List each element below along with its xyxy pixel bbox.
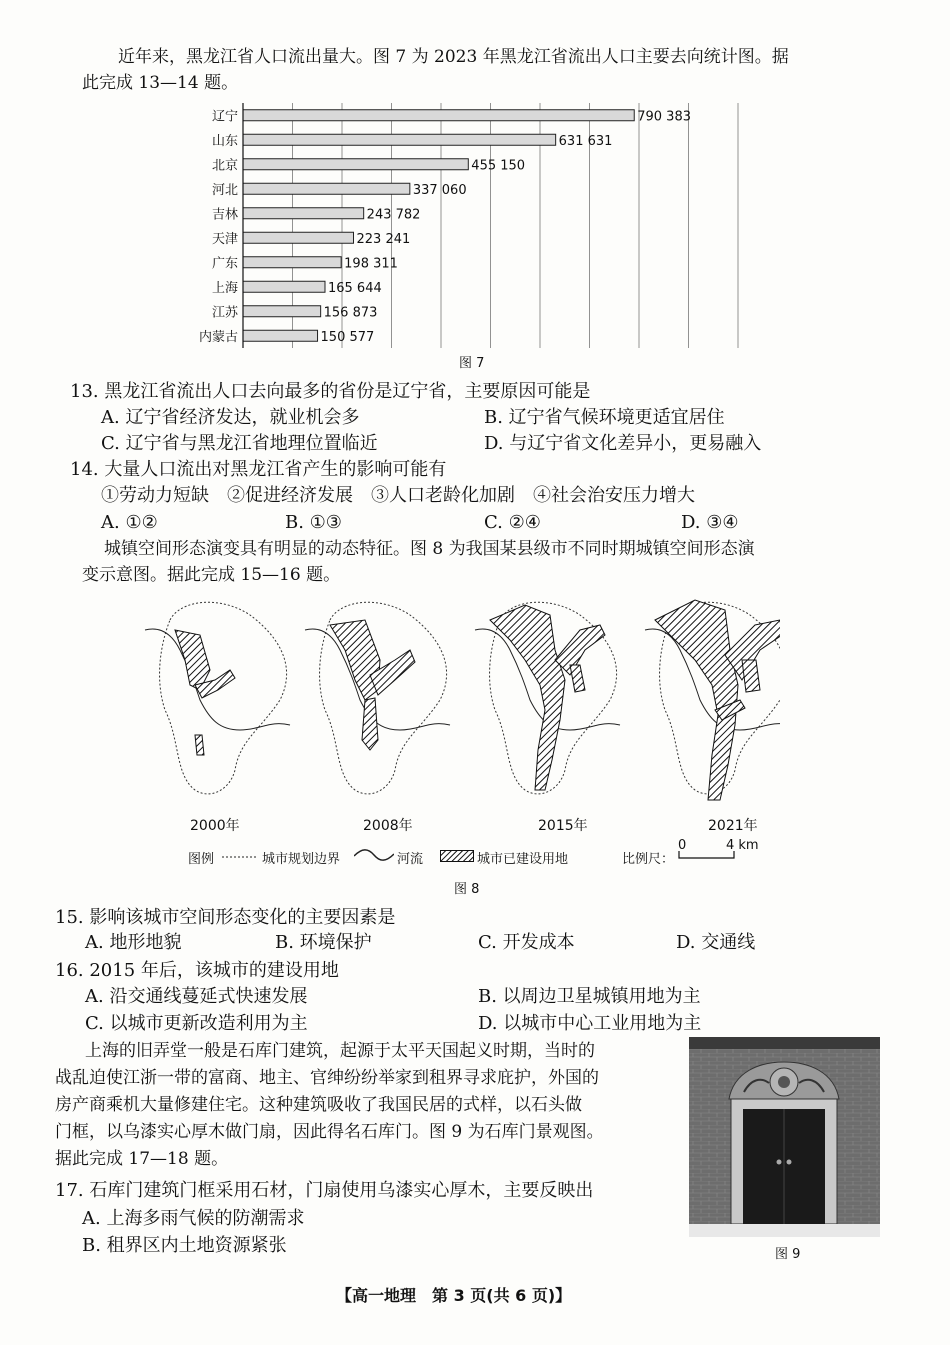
intro-15-16-line1: 城镇空间形态演变具有明显的动态特征。图 8 为我国某县级市不同时期城镇空间形态演 — [104, 539, 755, 559]
figure-9-shikumen-photo — [689, 1037, 880, 1237]
page-footer: 【高一地理 第 3 页(共 6 页)】 — [336, 1286, 572, 1305]
scale-zero: 0 — [678, 838, 687, 853]
figure-7-caption: 图 7 — [459, 356, 485, 371]
value-label: 165 644 — [327, 280, 382, 296]
q14-option-b[interactable]: B. ①③ — [285, 512, 342, 533]
scale-value: 4 km — [726, 838, 759, 853]
year-label-2015: 2015年 — [538, 818, 588, 834]
scale-bar — [678, 850, 738, 860]
bar-5 — [243, 232, 354, 243]
q15-option-c[interactable]: C. 开发成本 — [478, 932, 575, 953]
category-label: 北京 — [211, 158, 238, 174]
bar-3 — [243, 183, 410, 194]
q15-option-d[interactable]: D. 交通线 — [676, 932, 756, 953]
legend-boundary-label: 城市规划边界 — [262, 852, 341, 867]
value-label: 198 311 — [344, 256, 398, 272]
bar-9 — [243, 330, 318, 341]
q16-option-b[interactable]: B. 以周边卫星城镇用地为主 — [478, 986, 701, 1007]
value-label: 631 631 — [558, 133, 613, 149]
legend-river-symbol — [354, 846, 394, 864]
bar-0 — [243, 110, 634, 121]
map-2008 — [305, 602, 450, 794]
q13-stem: 13. 黑龙江省流出人口去向最多的省份是辽宁省，主要原因可能是 — [70, 381, 591, 402]
q16-option-d[interactable]: D. 以城市中心工业用地为主 — [478, 1013, 702, 1034]
q14-option-d[interactable]: D. ③④ — [681, 512, 739, 533]
intro-13-14-line1: 近年来，黑龙江省人口流出量大。图 7 为 2023 年黑龙江省流出人口主要去向统计图。据 — [118, 47, 789, 67]
q15-option-a[interactable]: A. 地形地貌 — [85, 932, 182, 953]
intro-13-14-line2: 此完成 13—14 题。 — [82, 73, 239, 93]
legend-title: 图例 — [188, 852, 215, 867]
bar-4 — [243, 208, 364, 219]
intro-17-18-line1: 上海的旧弄堂一般是石库门建筑，起源于太平天国起义时期，当时的 — [85, 1041, 595, 1061]
q13-option-a[interactable]: A. 辽宁省经济发达，就业机会多 — [101, 407, 360, 428]
intro-17-18-line3: 房产商乘机大量修建住宅。这种建筑吸收了我国民居的式样，以石头做 — [55, 1095, 582, 1115]
category-label: 广东 — [211, 256, 238, 272]
year-label-2021: 2021年 — [708, 818, 758, 834]
q17-option-b[interactable]: B. 租界区内土地资源紧张 — [82, 1235, 287, 1256]
q16-stem: 16. 2015 年后，该城市的建设用地 — [55, 960, 339, 981]
bar-1 — [243, 134, 556, 145]
figure-7-bar-chart — [185, 96, 785, 376]
q14-stem: 14. 大量人口流出对黑龙江省产生的影响可能有 — [70, 459, 447, 480]
q15-option-b[interactable]: B. 环境保护 — [275, 932, 372, 953]
q17-option-a[interactable]: A. 上海多雨气候的防潮需求 — [82, 1208, 305, 1229]
legend-built-symbol — [440, 850, 474, 862]
category-label: 江苏 — [211, 305, 238, 321]
figure-8-caption: 图 8 — [454, 882, 480, 897]
category-label: 上海 — [211, 280, 238, 296]
value-label: 455 150 — [471, 158, 526, 174]
q16-option-a[interactable]: A. 沿交通线蔓延式快速发展 — [85, 986, 308, 1007]
value-label: 150 577 — [320, 329, 375, 345]
bar-8 — [243, 306, 321, 317]
year-label-2008: 2008年 — [363, 818, 413, 834]
intro-15-16-line2: 变示意图。据此完成 15—16 题。 — [82, 565, 341, 585]
bar-6 — [243, 257, 341, 268]
q17-stem: 17. 石库门建筑门框采用石材，门扇使用乌漆实心厚木，主要反映出 — [55, 1180, 594, 1201]
category-label: 内蒙古 — [198, 329, 238, 345]
legend-built-label: 城市已建设用地 — [477, 852, 569, 867]
category-label: 辽宁 — [211, 109, 238, 125]
scale-label: 比例尺： — [622, 852, 675, 867]
map-2015 — [475, 602, 620, 794]
value-label: 790 383 — [637, 109, 692, 125]
category-label: 河北 — [211, 182, 238, 198]
legend-river-label: 河流 — [397, 852, 424, 867]
q13-option-c[interactable]: C. 辽宁省与黑龙江省地理位置临近 — [101, 433, 378, 454]
legend-boundary-symbol — [222, 854, 258, 860]
map-2021 — [645, 600, 780, 800]
intro-17-18-line4: 门框，以乌漆实心厚木做门扇，因此得名石库门。图 9 为石库门景观图。 — [55, 1122, 604, 1142]
year-label-2000: 2000年 — [190, 818, 240, 834]
value-label: 337 060 — [412, 182, 467, 198]
value-label: 223 241 — [356, 231, 411, 247]
category-label: 天津 — [211, 231, 238, 247]
q16-option-c[interactable]: C. 以城市更新改造利用为主 — [85, 1013, 308, 1034]
bar-7 — [243, 281, 325, 292]
value-label: 243 782 — [366, 207, 421, 223]
category-label: 吉林 — [211, 207, 238, 223]
intro-17-18-line5: 据此完成 17—18 题。 — [55, 1149, 229, 1169]
figure-8-maps — [140, 590, 780, 820]
value-label: 156 873 — [323, 305, 378, 321]
figure-9-caption: 图 9 — [775, 1247, 801, 1262]
q15-stem: 15. 影响该城市空间形态变化的主要因素是 — [55, 907, 396, 928]
intro-17-18-line2: 战乱迫使江浙一带的富商、地主、官绅纷纷举家到租界寻求庇护，外国的 — [55, 1068, 599, 1088]
q14-items: ①劳动力短缺 ②促进经济发展 ③人口老龄化加剧 ④社会治安压力增大 — [101, 485, 695, 506]
map-2000 — [145, 602, 290, 794]
bar-2 — [243, 159, 468, 170]
q13-option-d[interactable]: D. 与辽宁省文化差异小，更易融入 — [484, 433, 762, 454]
q14-option-c[interactable]: C. ②④ — [484, 512, 541, 533]
q13-option-b[interactable]: B. 辽宁省气候环境更适宜居住 — [484, 407, 725, 428]
category-label: 山东 — [211, 133, 238, 149]
q14-option-a[interactable]: A. ①② — [101, 512, 158, 533]
